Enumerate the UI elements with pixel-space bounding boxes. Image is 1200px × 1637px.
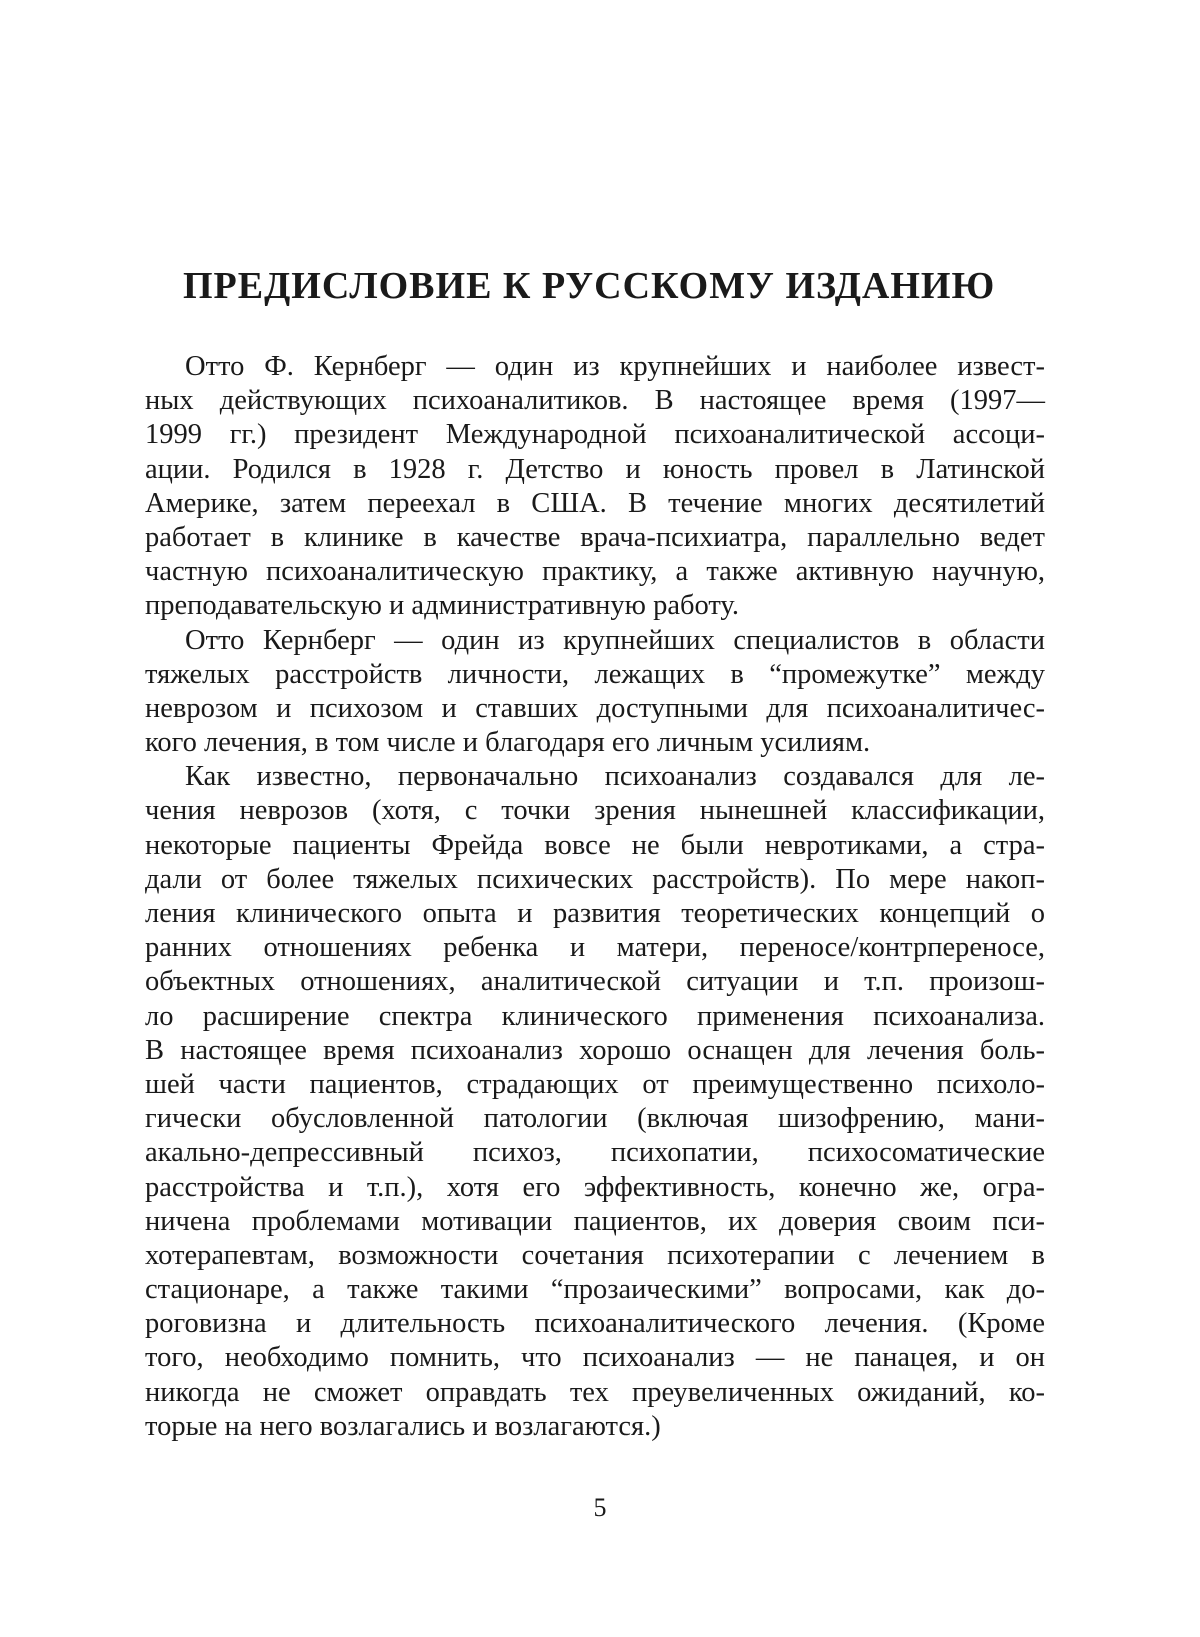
text-line: акально-депрессивный психоз, психопатии, психосоматические — [145, 1137, 1045, 1169]
text-line: объектных отношениях, аналитической ситуации и т.п. произош- — [145, 966, 1045, 998]
text-line: гически обусловленной патологии (включая шизофрению, мани- — [145, 1103, 1045, 1135]
text-line: некоторые пациенты Фрейда вовсе не были невротиками, а стра- — [145, 829, 1045, 861]
text-line: тяжелых расстройств личности, лежащих в “промежутке” между — [145, 658, 1045, 690]
text-line: того, необходимо помнить, что психоанализ — не панацея, и он — [145, 1342, 1045, 1374]
text-line: шей части пациентов, страдающих от преимущественно психоло- — [145, 1068, 1045, 1100]
text-line: дали от более тяжелых психических расстройств). По мере накоп- — [145, 863, 1045, 895]
text-line: никогда не сможет оправдать тех преувеличенных ожиданий, ко- — [145, 1376, 1045, 1408]
text-line: 1999 гг.) президент Международной психоаналитической ассоци- — [145, 419, 1045, 451]
text-line: Отто Ф. Кернберг — один из крупнейших и наиболее извест- — [185, 351, 1045, 382]
text-line: ления клинического опыта и развития теоретических концепций о — [145, 898, 1045, 929]
text-line: роговизна и длительность психоаналитического лечения. (Кроме — [145, 1308, 1045, 1340]
text-line: частную психоаналитическую практику, а также активную научную, — [145, 556, 1045, 588]
text-line: ранних отношениях ребенка и матери, переносе/контрпереносе, — [145, 932, 1045, 964]
page-number: 5 — [593, 1493, 607, 1522]
text-line: расстройства и т.п.), хотя его эффективность, конечно же, огра- — [145, 1171, 1045, 1203]
text-line: торые на него возлагались и возлагаются.) — [145, 1410, 661, 1442]
text-line: Как известно, первоначально психоанализ создавался для ле- — [185, 761, 1045, 793]
text-line: ло расширение спектра клинического применения психоанализа. — [145, 1000, 1045, 1032]
text-line: работает в клинике в качестве врача-психиатра, параллельно ведет — [145, 521, 1045, 553]
text-line: стационаре, а также такими “прозаическими” вопросами, как до- — [145, 1274, 1045, 1306]
body-text — [145, 350, 1045, 1444]
text-line: хотерапевтам, возможности сочетания психотерапии с лечением в — [145, 1239, 1045, 1271]
text-line: В настоящее время психоанализ хорошо оснащен для лечения боль- — [145, 1034, 1045, 1066]
text-line: неврозом и психозом и ставших доступными для психоаналитичес- — [145, 692, 1045, 724]
text-line: ации. Родился в 1928 г. Детство и юность провел в Латинской — [145, 453, 1045, 485]
text-line: ных действующих психоаналитиков. В настоящее время (1997— — [145, 385, 1045, 417]
text-line: ничена проблемами мотивации пациентов, их доверия своим пси- — [145, 1205, 1045, 1237]
text-line: чения неврозов (хотя, с точки зрения нынешней классификации, — [145, 795, 1045, 827]
page-title: ПРЕДИСЛОВИЕ К РУССКОМУ ИЗДАНИЮ — [183, 265, 996, 307]
text-line: преподавательскую и административную работу. — [145, 590, 739, 622]
text-line: Америке, затем переехал в США. В течение многих десятилетий — [145, 487, 1045, 519]
text-line: кого лечения, в том числе и благодаря его личным усилиям. — [145, 727, 871, 759]
text-line: Отто Кернберг — один из крупнейших специалистов в области — [185, 624, 1045, 656]
